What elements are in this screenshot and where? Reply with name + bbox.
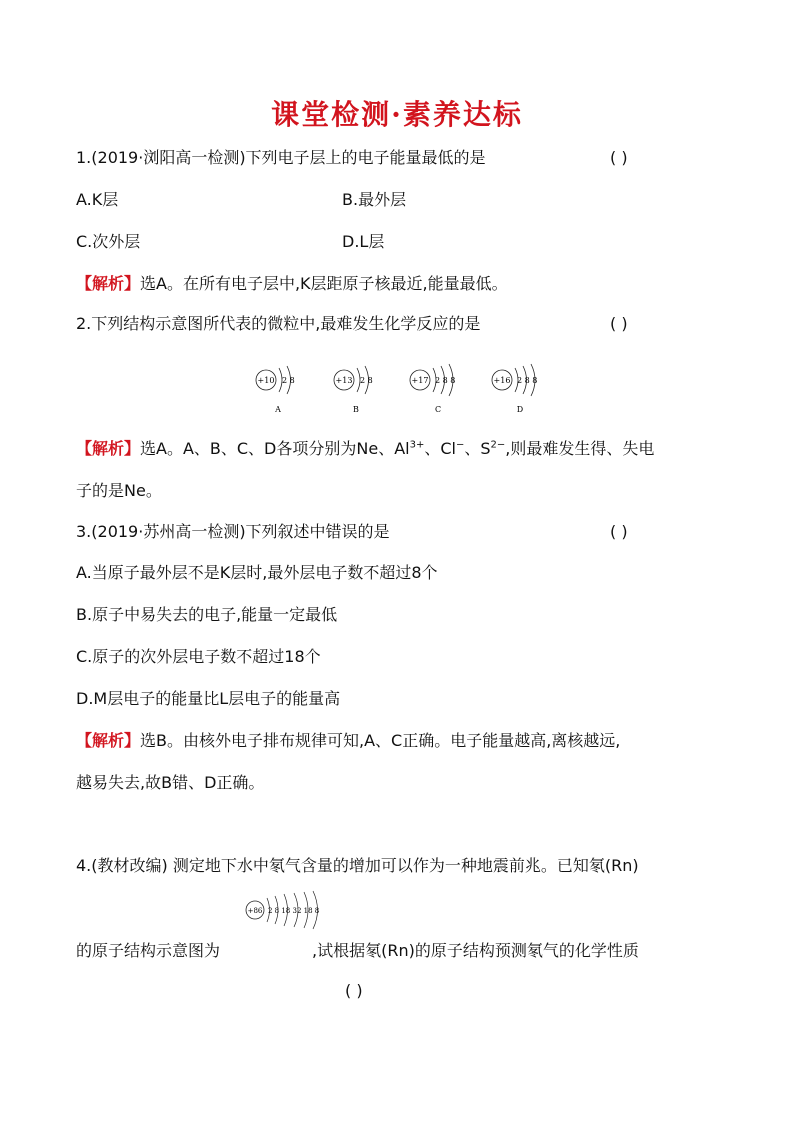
q2-answer-blank: ( ) xyxy=(610,314,628,333)
diagram-d-shells: 2 8 8 xyxy=(517,376,538,385)
q2-stem: 2.下列结构示意图所代表的微粒中,最难发生化学反应的是 xyxy=(76,314,481,333)
q1-option-b: B.最外层 xyxy=(342,190,407,209)
q3-stem: 3.(2019·苏州高一检测)下列叙述中错误的是 xyxy=(76,522,390,541)
q3-analysis-text: 选B。由核外电子排布规律可知,A、C正确。电子能量越高,离核越远, xyxy=(140,731,621,750)
q1-answer-blank: ( ) xyxy=(610,148,628,167)
q3-analysis-line2: 越易失去,故B错、D正确。 xyxy=(76,773,265,792)
analysis-tag: 【解析】 xyxy=(76,439,141,458)
q1-analysis-text: 选A。在所有电子层中,K层距原子核最近,能量最低。 xyxy=(140,274,508,293)
diagram-c xyxy=(410,364,455,414)
rn-nucleus: +86 xyxy=(247,907,263,915)
diagram-b xyxy=(334,366,373,414)
q3-option-b: B.原子中易失去的电子,能量一定最低 xyxy=(76,605,338,624)
q1-option-a: A.K层 xyxy=(76,190,119,209)
q2-analysis-text-b: 、Cl xyxy=(424,439,456,458)
q2-structure-diagrams xyxy=(252,362,552,422)
diagram-a-nucleus: +10 xyxy=(257,376,275,385)
diagram-d-nucleus: +16 xyxy=(493,376,511,385)
q4-stem-line2-post: ,试根据氡(Rn)的原子结构预测氡气的化学性质 xyxy=(312,941,639,960)
q4-stem-line2-pre: 的原子结构示意图为 xyxy=(76,941,221,960)
diagram-d xyxy=(492,364,537,414)
q3-option-a: A.当原子最外层不是K层时,最外层电子数不超过8个 xyxy=(76,563,438,582)
s-charge: 2− xyxy=(490,439,506,451)
cl-charge: − xyxy=(455,439,465,451)
q1-analysis xyxy=(76,273,508,295)
q1-option-c: C.次外层 xyxy=(76,232,141,251)
page-title: 课堂检测·素养达标 xyxy=(271,98,523,131)
q2-analysis-line1 xyxy=(76,438,654,460)
diagram-a-shells: 2 8 xyxy=(282,376,295,385)
analysis-tag: 【解析】 xyxy=(76,731,141,750)
q4-stem-line2 xyxy=(76,940,639,962)
q1-option-d: D.L层 xyxy=(342,232,385,251)
diagram-a-label: A xyxy=(275,405,281,414)
q4-stem-line1: 4.(教材改编) 测定地下水中氡气含量的增加可以作为一种地震前兆。已知氡(Rn) xyxy=(76,856,639,875)
q4-answer-blank: ( ) xyxy=(345,981,363,1000)
diagram-b-nucleus: +13 xyxy=(335,376,353,385)
diagram-a xyxy=(256,366,295,414)
q2-analysis-line2: 子的是Ne。 xyxy=(76,481,162,500)
q2-analysis-text-a: 选A。A、B、C、D各项分别为Ne、Al xyxy=(140,439,410,458)
q3-option-c: C.原子的次外层电子数不超过18个 xyxy=(76,647,321,666)
diagram-c-nucleus: +17 xyxy=(411,376,429,385)
q3-analysis-line1 xyxy=(76,730,620,752)
al-charge: 3+ xyxy=(409,439,425,451)
diagram-c-label: C xyxy=(434,405,442,414)
q2-analysis-text-c: 、S xyxy=(464,439,491,458)
rn-shells: 2 8 18 32 18 8 xyxy=(268,907,320,915)
diagram-d-label: D xyxy=(516,405,524,414)
q1-stem: 1.(2019·浏阳高一检测)下列电子层上的电子能量最低的是 xyxy=(76,148,486,167)
analysis-tag: 【解析】 xyxy=(76,274,141,293)
diagram-b-shells: 2 8 xyxy=(360,376,373,385)
diagram-b-label: B xyxy=(353,405,359,414)
q3-option-d: D.M层电子的能量比L层电子的能量高 xyxy=(76,689,341,708)
q3-answer-blank: ( ) xyxy=(610,522,628,541)
diagram-c-shells: 2 8 8 xyxy=(435,376,456,385)
q2-analysis-text-d: ,则最难发生得、失电 xyxy=(505,439,655,458)
